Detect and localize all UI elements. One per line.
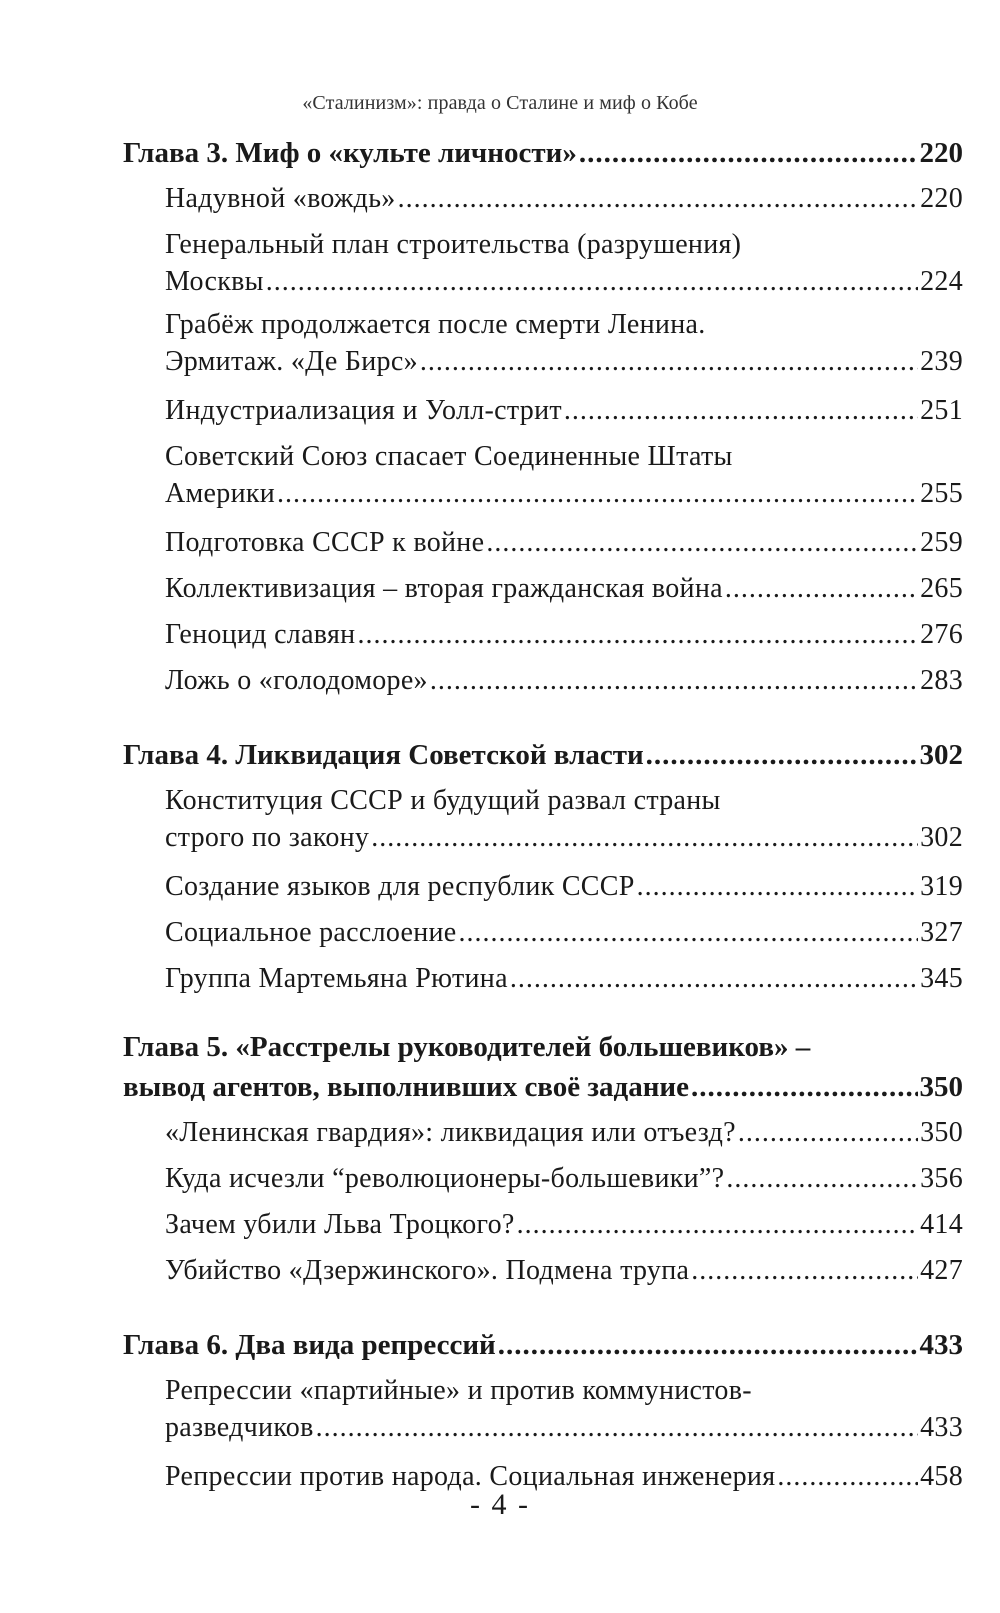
section-title: Геноцид славян (165, 619, 356, 650)
section-entry[interactable] (123, 1110, 963, 1156)
section-entry[interactable] (123, 818, 963, 858)
section-page-number: 276 (920, 619, 963, 650)
dot-leader (564, 388, 918, 434)
section-page-number: 302 (920, 822, 963, 853)
section-page-number: 251 (920, 395, 963, 426)
section-title-line: Советский Союз спасает Соединенные Штаты (165, 441, 733, 472)
section-page-number: 427 (920, 1255, 963, 1286)
section-title-line: Грабёж продолжается после смерти Ленина. (165, 309, 706, 340)
chapter-title: Глава 3. Миф о «культе личности» (123, 137, 577, 169)
dot-leader (646, 732, 918, 778)
table-of-contents (123, 130, 963, 1528)
section-title-line: Репрессии «партийные» и против коммунистов- (165, 1375, 752, 1406)
section-title: Создание языков для республик СССР (165, 871, 635, 902)
dot-leader (420, 342, 918, 382)
dot-leader (459, 910, 919, 956)
section-entry[interactable] (123, 1408, 963, 1448)
toc-chapter (123, 130, 963, 704)
section-entry[interactable] (123, 342, 963, 382)
section-page-number: 458 (920, 1461, 963, 1492)
chapter-page-number: 350 (919, 1071, 963, 1103)
section-title: Группа Мартемьяна Рютина (165, 963, 508, 994)
section-entry[interactable] (123, 388, 963, 434)
section-page-number: 319 (920, 871, 963, 902)
section-page-number: 239 (920, 346, 963, 377)
section-entry[interactable] (123, 864, 963, 910)
dot-leader (357, 612, 918, 658)
chapter-page-number: 220 (919, 137, 963, 169)
dot-leader (579, 130, 918, 176)
dot-leader (517, 1202, 918, 1248)
dot-leader (398, 176, 919, 222)
section-entry[interactable] (123, 612, 963, 658)
section-entry[interactable] (123, 566, 963, 612)
section-title: Америки (165, 478, 276, 509)
chapter-title-line: Глава 5. «Расстрелы руководителей большевиков» – (123, 1031, 811, 1063)
page-number: - 4 - (470, 1488, 530, 1521)
dot-leader (486, 520, 918, 566)
chapter-entry[interactable] (123, 732, 963, 778)
section-title: Ложь о «голодоморе» (165, 665, 428, 696)
section-title: «Ленинская гвардия»: ликвидация или отъезд? (165, 1117, 736, 1148)
toc-chapter (123, 1030, 963, 1294)
dot-leader (498, 1322, 918, 1368)
section-page-number: 327 (920, 917, 963, 948)
chapter-title: вывод агентов, выполнивших своё задание (123, 1071, 690, 1103)
dot-leader (277, 474, 918, 514)
running-header: «Сталинизм»: правда о Сталине и миф о Кобе (302, 92, 698, 114)
section-entry[interactable] (123, 658, 963, 704)
section-page-number: 433 (920, 1412, 963, 1443)
section-title: Москвы (165, 266, 264, 297)
section-title: Коллективизация – вторая гражданская война (165, 573, 723, 604)
section-entry[interactable] (123, 1156, 963, 1202)
section-page-number: 220 (920, 183, 963, 214)
toc-chapter (123, 1322, 963, 1500)
dot-leader (371, 818, 918, 858)
section-entry[interactable] (123, 520, 963, 566)
dot-leader (316, 1408, 918, 1448)
section-page-number: 350 (920, 1117, 963, 1148)
section-title: Куда исчезли “революционеры-большевики”? (165, 1163, 725, 1194)
section-page-number: 414 (920, 1209, 963, 1240)
dot-leader (691, 1064, 917, 1110)
dot-leader (637, 864, 918, 910)
section-page-number: 255 (920, 478, 963, 509)
section-entry[interactable] (123, 474, 963, 514)
section-page-number: 224 (920, 266, 963, 297)
section-entry[interactable] (123, 1202, 963, 1248)
section-title: Надувной «вождь» (165, 183, 396, 214)
chapter-page-number: 433 (919, 1329, 963, 1361)
section-title: разведчиков (165, 1412, 314, 1443)
toc-chapter (123, 732, 963, 1002)
chapter-title: Глава 4. Ликвидация Советской власти (123, 739, 644, 771)
section-page-number: 259 (920, 527, 963, 558)
section-title-line: Генеральный план строительства (разрушения) (165, 229, 742, 260)
section-entry[interactable] (123, 1248, 963, 1294)
section-page-number: 345 (920, 963, 963, 994)
chapter-entry[interactable] (123, 1322, 963, 1368)
section-title: Зачем убили Льва Троцкого? (165, 1209, 515, 1240)
section-page-number: 356 (920, 1163, 963, 1194)
chapter-entry[interactable] (123, 130, 963, 176)
section-title: Убийство «Дзержинского». Подмена трупа (165, 1255, 690, 1286)
dot-leader (725, 566, 918, 612)
dot-leader (738, 1110, 918, 1156)
dot-leader (691, 1248, 918, 1294)
section-title: Репрессии против народа. Социальная инженерия (165, 1461, 776, 1492)
dot-leader (430, 658, 918, 704)
chapter-title: Глава 6. Два вида репрессий (123, 1329, 496, 1361)
chapter-entry[interactable] (123, 1064, 963, 1110)
section-entry[interactable] (123, 176, 963, 222)
section-title-line: Конституция СССР и будущий развал страны (165, 785, 721, 816)
section-entry[interactable] (123, 956, 963, 1002)
dot-leader (510, 956, 918, 1002)
section-title: Подготовка СССР к войне (165, 527, 485, 558)
section-entry[interactable] (123, 910, 963, 956)
section-title: Социальное расслоение (165, 917, 457, 948)
section-entry[interactable] (123, 262, 963, 302)
dot-leader (726, 1156, 918, 1202)
section-title: строго по закону (165, 822, 370, 853)
dot-leader (266, 262, 918, 302)
section-title: Индустриализация и Уолл-стрит (165, 395, 562, 426)
section-page-number: 265 (920, 573, 963, 604)
chapter-page-number: 302 (919, 739, 963, 771)
section-title: Эрмитаж. «Де Бирс» (165, 346, 418, 377)
section-page-number: 283 (920, 665, 963, 696)
